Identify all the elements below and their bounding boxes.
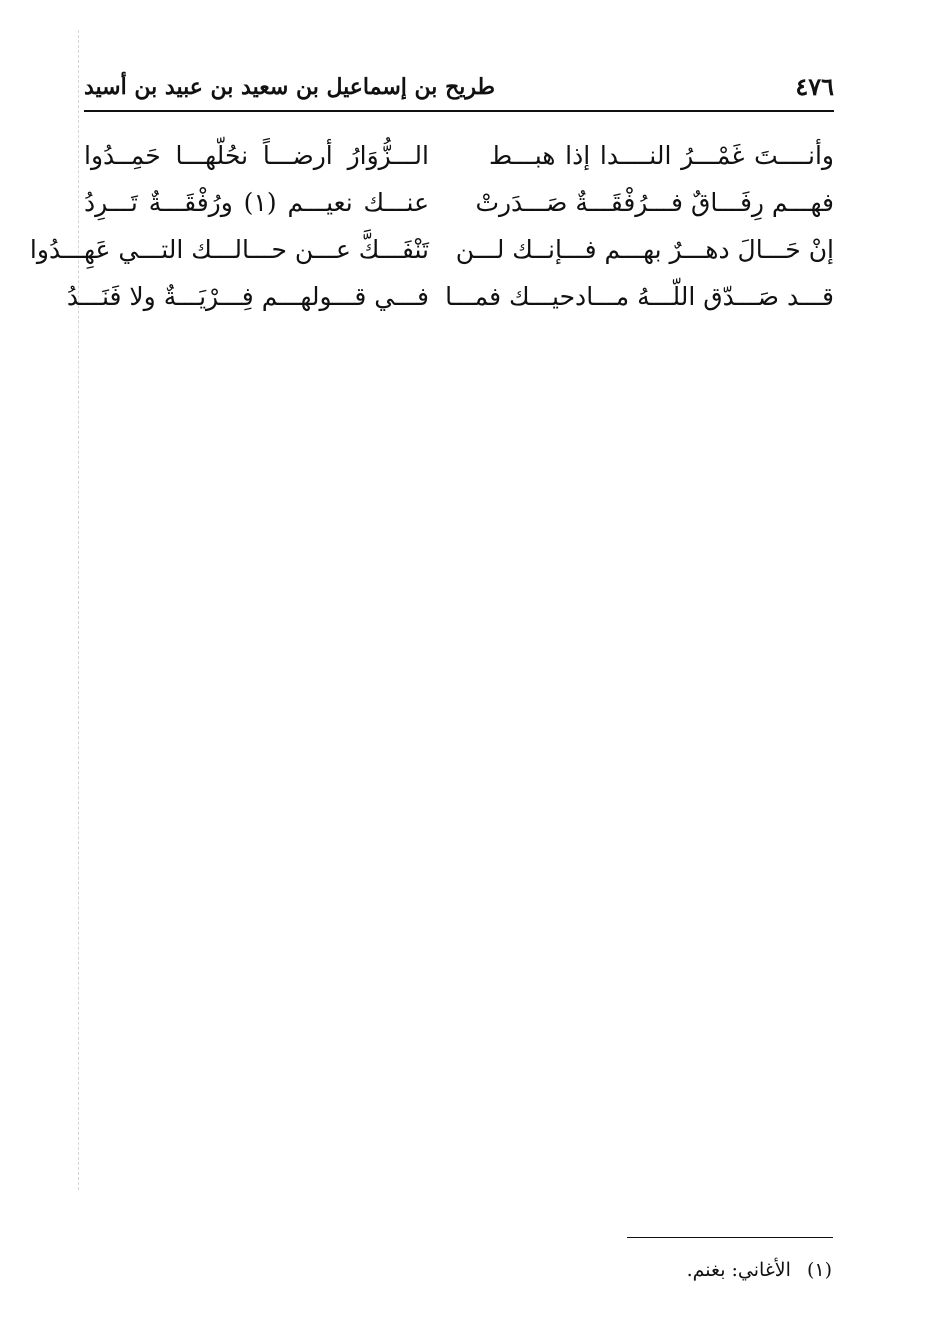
- verse-2: [84, 183, 834, 230]
- footnote-rule: [627, 1237, 833, 1238]
- footnote-marker: (١): [806, 1259, 832, 1281]
- footnote-1: [484, 1256, 832, 1284]
- verse-1-second-hemistich: الـــزُّوَارُ أرضـــاً نحُلّهـــا حَمِــدُوا: [84, 141, 429, 170]
- page-header: [84, 72, 834, 112]
- verse-1: [84, 136, 834, 183]
- verse-2-second-hemistich: عنـــك نعيـــم (١) ورُفْقَـــةٌ تَـــرِدُ: [84, 188, 430, 217]
- verse-3-second-hemistich: تَنْفَـــكَّ عـــن حـــالـــك التـــي عَهِـــدُوا: [29, 235, 429, 264]
- header-rule: [84, 110, 834, 112]
- verse-3: [29, 230, 834, 277]
- scan-margin-line: [78, 30, 79, 1190]
- running-title: طريح بن إسماعيل بن سعيد بن عبيد بن أسيد: [84, 74, 496, 100]
- poem: [29, 136, 834, 324]
- footnote-text: الأغاني: بغنم.: [686, 1259, 791, 1281]
- verse-2-first-hemistich: فهـــم رِفَـــاقٌ فـــرُفْقَـــةٌ صَـــدَرتْ: [475, 188, 834, 217]
- verse-3-first-hemistich: إنْ حَـــالَ دهـــرٌ بهـــم فـــإنــك لـــن: [455, 235, 834, 264]
- verse-4-second-hemistich: فـــي قـــولهـــم فِـــرْيَـــةٌ ولا فَنَـــدُ: [66, 282, 429, 311]
- page-number: ٤٧٦: [795, 72, 834, 101]
- verse-1-first-hemistich: وأنــــتَ غَمْـــرُ النــــدا إذا هبـــط: [489, 141, 834, 170]
- verse-4: [66, 277, 834, 324]
- verse-4-first-hemistich: قـــد صَـــدّق اللّـــهُ مـــادحيـــك فمـــا: [445, 282, 834, 311]
